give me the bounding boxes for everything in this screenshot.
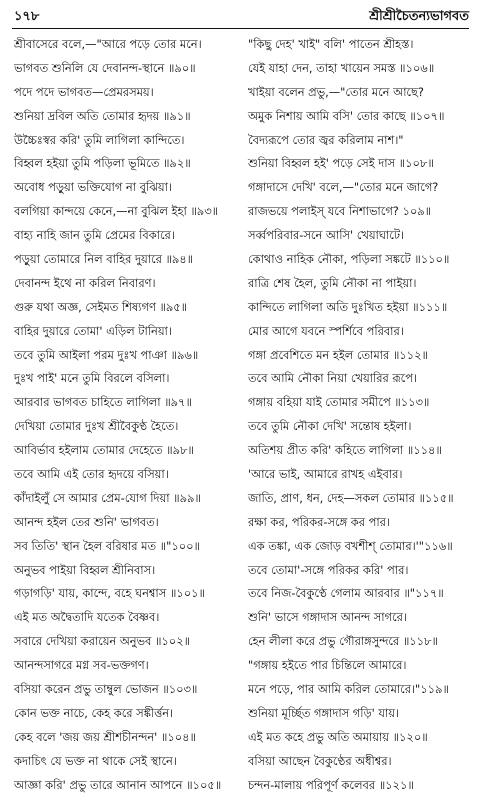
- verse-line: দেখিয়া তোমার দুঃখ শ্রীবৈকুণ্ঠ হৈতে।: [14, 419, 179, 434]
- verse-line: তবে আমি নৌকা নিয়া খেয়ারির রূপে।: [248, 371, 418, 386]
- verse-line: রাজভয়ে পলাইস্ যবে নিশাভাগে? ১০৯॥: [248, 204, 432, 219]
- verse-line: কদাচিৎ যে ভক্ত না থাকে সেই স্থানে।: [14, 753, 177, 768]
- verse-line: সর্ব্বপরিবার-সনে আসি' খেয়াঘাটে।: [248, 228, 405, 243]
- left-text-column: [14, 33, 240, 792]
- verse-line: তবে তুমি নৌকা দেখি' সন্তোষ হইলা।: [248, 419, 412, 434]
- verse-line: খাইয়া বলেন প্রভু,—"তোর মনে আছে?: [248, 84, 424, 99]
- verse-line: "গঙ্গায় হইতে পার চিন্তিলে আমারে।: [248, 658, 407, 673]
- verse-line: গড়াগড়ি' যায়, কান্দে, বহে ঘনশ্বাস ॥১০১॥: [14, 586, 205, 601]
- verse-line: এই মত অদ্বৈতাদি যতেক বৈষ্ণব।: [14, 610, 160, 625]
- verse-line: বসিয়া করেন প্রভু তাম্বুল ভোজন ॥১০৩॥: [14, 682, 198, 697]
- verse-line: শুনিয়া মূর্চ্ছিত গঙ্গাদাস গড়ি' যায়।: [248, 705, 400, 720]
- verse-line: কান্দিতে লাগিলা অতি দুঃখিত হইয়া ॥১১১॥: [248, 299, 448, 314]
- verse-line: তবে তোমা'-সঙ্গে পরিকর করি' পার।: [248, 562, 409, 577]
- verse-line: আবির্ভাব হইলাম তোমার দেহেতে ॥৯৮॥: [14, 443, 194, 458]
- verse-line: চন্দন-মালায় পরিপূর্ণ কলেবর ॥১২১॥: [248, 777, 414, 792]
- verse-line: বৈদ্যরূপে তোর জ্বর করিলাম নাশ।": [248, 132, 404, 147]
- verse-line: গঙ্গাদাসে দেখি' বলে,—"তোর মনে জাগে?: [248, 180, 439, 195]
- verse-line: পদে পদে ভাগবত—প্রেমরসময়।: [14, 84, 154, 99]
- verse-line: মনে পড়ে, পার আমি করিল তোমারে।"১১৯॥: [248, 682, 449, 697]
- verse-line: অমুক নিশায় আমি বসি' তোর কাছে ॥১০৭॥: [248, 108, 445, 123]
- verse-line: অবোধ পড়ুয়া ভক্তিযোগ না বুঝিয়া।: [14, 180, 172, 195]
- verse-line: বসিয়া আছেন বৈকুণ্ঠের অধীশ্বর।: [248, 753, 392, 768]
- header-rule: [12, 28, 469, 29]
- verse-line: আজ্ঞা করি' প্রভু তারে আনান আপনে ॥১০৫॥: [14, 777, 222, 792]
- verse-line: এক তঙ্কা, এক জোড় বখশীশ্ তোমার।'"১১৬॥: [248, 538, 453, 553]
- verse-line: ভাগবত শুনিলি যে দেবানন্দ-স্থানে ॥৯০॥: [14, 60, 196, 75]
- verse-line: "কিছু দেহ' খাই" বলি' পাতেন শ্রীহস্ত।: [248, 37, 414, 51]
- verse-line: রক্ষা কর, পরিকর-সঙ্গে কর পার।: [248, 514, 391, 529]
- verse-line: দেবানন্দ ইথে না করিল নিবারণ।: [14, 275, 156, 290]
- verse-line: আনন্দ হইল তের শুনি' ভাগবত।: [14, 514, 159, 529]
- verse-line: তবে তুমি আইলা পরম দুঃখ পাঞা ॥৯৬॥: [14, 347, 199, 362]
- verse-line: রাত্রি শেষ হৈল, তুমি নৌকা না পাইয়া।: [248, 275, 417, 290]
- running-title: শ্রীশ্রীচৈতন্যভাগবত: [369, 9, 469, 24]
- verse-line: মোর আগে যবনে স্পর্শিবে পরিবার।: [248, 323, 404, 338]
- verse-line: শ্রীবাসেরে বলে,—"আরে পড়ে তোর মনে।: [14, 37, 202, 51]
- verse-line: কাঁদাইলুঁ সে আমার প্রেম-যোগ দিয়া ॥৯৯॥: [14, 490, 201, 505]
- verse-line: অনুভব পাইয়া বিহ্বল শ্রীনিবাস।: [14, 562, 156, 577]
- verse-line: বলগিয়া কান্দয়ে কেনে,—না বুঝিল ইহা ॥৯৩॥: [14, 204, 219, 219]
- page-number: ১৭৮: [14, 9, 40, 24]
- page-header: [14, 4, 469, 26]
- verse-line: জাতি, প্রাণ, ধন, দেহ—সকল তোমার ॥১১৫॥: [248, 490, 454, 505]
- verse-line: শুনিয়া বিহ্বল হই' পড়ে সেই দাস ॥১০৮॥: [248, 156, 434, 171]
- verse-line: তবে নিজ-বৈকুণ্ঠে গেলাম আরবার ॥"১১৭॥: [248, 586, 444, 601]
- verse-line: পড়ুয়া তোমারে নিল বাহির দুয়ারে ॥৯৪॥: [14, 252, 194, 267]
- verse-line: আরবার ভাগবত চাহিতে লাগিলা ॥৯৭॥: [14, 395, 192, 410]
- verse-line: আনন্দসাগরে মগ্ন সব-ভক্তগণ।: [14, 658, 149, 673]
- verse-line: বিহ্বল হইয়া তুমি পড়িলা ভূমিতে ॥৯২॥: [14, 156, 191, 171]
- right-text-column: [248, 33, 474, 792]
- verse-line: গঙ্গা প্রবেশিতে মন হইল তোমার ॥১১২॥: [248, 347, 428, 362]
- verse-line: গঙ্গায় বহিয়া যাই তোমার সমীপে ॥১১৩॥: [248, 395, 430, 410]
- verse-line: অতিশয় প্রীত করি' কহিতে লাগিলা ॥১১৪॥: [248, 443, 442, 458]
- verse-line: তবে আমি এই তোর হৃদয়ে বসিয়া।: [14, 467, 169, 482]
- verse-line: হেন লীলা করে প্রভু গৌরাঙ্গসুন্দরে ॥১১৮॥: [248, 634, 438, 649]
- verse-line: সবারে দেখিয়া করায়েন অনুভব ॥১০২॥: [14, 634, 191, 649]
- verse-line: যেই যাহা দেন, তাহা খায়েন সমস্ত ॥১০৬॥: [248, 60, 435, 75]
- verse-line: গুরু যথা অজ্ঞ, সেইমত শিষ্যগণ ॥৯৫॥: [14, 299, 188, 314]
- verse-line: শুনিয়া দ্রবিল অতি তোমার হৃদয় ॥৯১॥: [14, 108, 191, 123]
- verse-line: শুনি' ভাসে গঙ্গাদাস আনন্দ সাগরে।: [248, 610, 407, 625]
- verse-line: 'আরে ভাই, আমারে রাখহ এইবার।: [248, 467, 403, 482]
- verse-line: কোন ভক্ত নাচে, কেহ করে সঙ্কীর্ত্তন।: [14, 705, 174, 720]
- verse-line: বাহির দুয়ারে তোমা' এড়িল টানিয়া।: [14, 323, 172, 338]
- verse-line: দুঃখ পাই' মনে তুমি বিরলে বসিলা।: [14, 371, 170, 386]
- verse-line: বাহ্য নাহি জান তুমি প্রেমের বিকারে।: [14, 228, 175, 243]
- verse-line: কেহ বলে 'জয় জয় শ্রীশচীনন্দন' ॥১০৪॥: [14, 729, 196, 744]
- verse-line: এই মত কহে প্রভু অতি অমায়ায় ॥১২০॥: [248, 729, 428, 744]
- verse-line: উচ্চৈঃস্বর করি' তুমি লাগিলা কান্দিতে।: [14, 132, 185, 147]
- verse-line: কোথাও নাহিক নৌকা, পড়িলা সঙ্কটে ॥১১০॥: [248, 252, 450, 267]
- verse-line: সব তিতি' স্থান হৈল বরিষার মত ॥"১০০॥: [14, 538, 200, 553]
